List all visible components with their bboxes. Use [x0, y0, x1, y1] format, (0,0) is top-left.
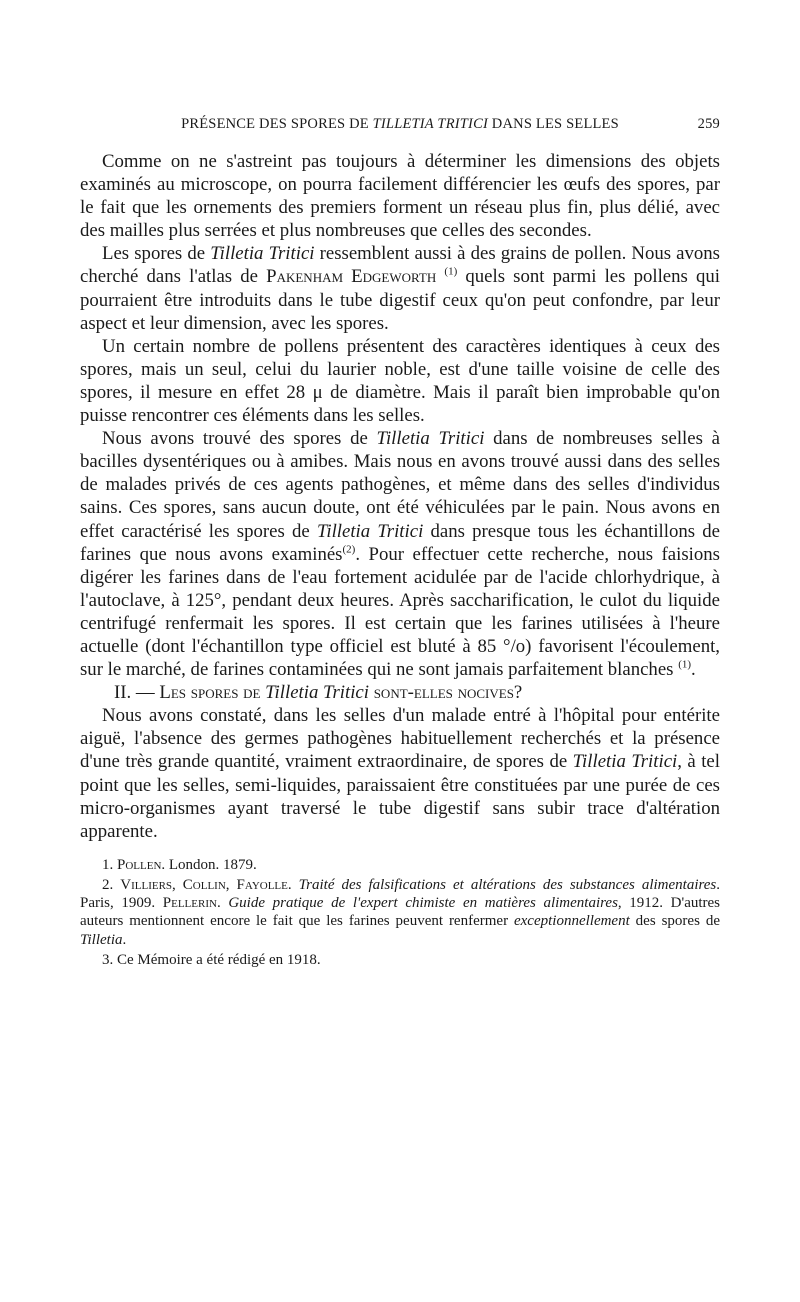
- running-head-taxon: TILLETIA TRITICI: [372, 116, 488, 132]
- footnote-2: 2. Villiers, Collin, Fayolle. Traité des falsifications et altérations des substances alimentaires. Paris, 1909. Pellerin. Guide pratique de l'expert chimiste en matières alimentaires, 1912. D'autres auteurs mentionnent encore le fait que les farines peuvent renfermer exceptionnellement des spores de Tilletia.: [80, 877, 721, 948]
- section-heading: II. — Les spores de Tilletia Tritici sont-elles nocives?: [114, 682, 523, 704]
- paragraph-3: Un certain nombre de pollens présentent des caractères identiques à ceux des spores, mais un seul, celui du laurier noble, est d'une taille voisine de celle des spores, il mesure en effet 28 μ de diamètre. Mais il paraît bien improbable qu'on puisse rencontrer ces éléments dans les selles.: [80, 335, 720, 427]
- main-text: [80, 150, 720, 971]
- paragraph-2: Les spores de Tilletia Tritici ressemblent aussi à des grains de pollen. Nous avons cherché dans l'atlas de Pakenham Edgeworth $^{(1)}$ quels sont parmi les pollens qui pourraient être introduits dans le tube digestif ceux qu'on peut confondre, par leur aspect et leur dimension, avec les spores.: [80, 243, 720, 334]
- footnote-ref: (2): [342, 543, 356, 556]
- footnotes: [80, 856, 720, 969]
- author-name: Pakenham Edgeworth: [266, 266, 437, 288]
- paragraph-5: Nous avons constaté, dans les selles d'un malade entré à l'hôpital pour entérite aiguë, l'absence des germes pathogènes habituellement recherchés et la présence d'une très grande quantité, vraiment extraordinaire, de spores de Tilletia Tritici, à tel point que les selles, semi-liquides, paraissaient être constituées par une purée de ces micro-organismes ayant traversé le tube digestif sans subir trace d'altération apparente.: [80, 705, 720, 842]
- taxon-name: Tilletia Tritici: [572, 751, 678, 773]
- running-head: [80, 116, 720, 133]
- footnote-ref: (1): [444, 266, 458, 279]
- footnote-3: 3. Ce Mémoire a été rédigé en 1918.: [102, 951, 321, 968]
- taxon-name: Tilletia Tritici: [316, 520, 424, 542]
- taxon-name: Tilletia Tritici: [210, 243, 315, 265]
- paragraph-1: Comme on ne s'astreint pas toujours à déterminer les dimensions des objets examinés au microscope, on pourra facilement différencier les œufs des spores, par le fait que les ornements des premiers forment un réseau plus fin, plus délié, avec des mailles plus serrées et plus nombreuses que celles des secondes.: [80, 151, 720, 242]
- running-head-title: PRÉSENCE DES SPORES DE TILLETIA TRITICI DANS LES SELLES: [181, 116, 619, 132]
- footnote-1: 1. Pollen. London. 1879.: [102, 856, 257, 873]
- taxon-name: Tilletia Tritici: [265, 682, 369, 704]
- page-number: 259: [697, 116, 720, 132]
- footnote-ref: (1): [678, 658, 692, 671]
- taxon-name: Tilletia Tritici: [376, 428, 485, 450]
- paragraph-4: Nous avons trouvé des spores de Tilletia Tritici dans de nombreuses selles à bacilles dysentériques ou à amibes. Mais nous en avons trouvé aussi dans des selles de malades privés de ces agents pathogènes, et même dans des selles d'individus sains. Ces spores, sans aucun doute, ont été véhiculées par le pain. Nous avons en effet caractérisé les spores de Tilletia Tritici dans presque tous les échantillons de farines que nous avons examinés$^{(2)}$. Pour effectuer cette recherche, nous faisions digérer les farines dans de l'eau fortement acidulée par de l'acide chlorhydrique, à l'autoclave, à 125°, pendant deux heures. Après saccharification, le culot du liquide centrifugé renfermait les spores. Il est certain que les farines utilisées à l'heure actuelle (dont l'échantillon type officiel est bluté à 85 °/o) favorisent l'écoulement, sur le marché, de farines contaminées qui ne sont jamais parfaitement blanches $^{(1)}$.: [80, 428, 720, 681]
